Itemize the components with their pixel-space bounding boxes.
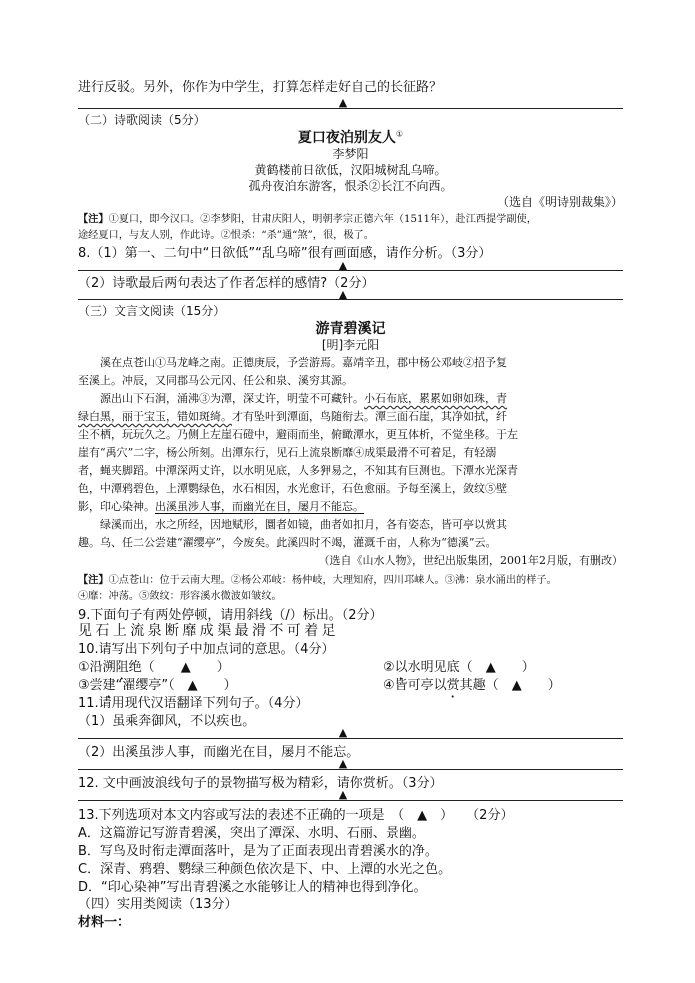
question-13: 13.下列选项对本文内容或写法的表述不正确的一项是 （ ▲ ） （2分） [78, 808, 514, 823]
question-10-item-1: ①沿溯阻绝（ ▲ ） [78, 660, 230, 675]
practical-section-heading: （四）实用类阅读（13分） [78, 897, 238, 912]
poem-note-2: 途经夏口，与友人别，作此诗。②恨杀：“杀”通“煞”，很，极了。 [78, 230, 374, 241]
question-9-sentence: 见石上流泉断靡成渠最滑不可着足 [78, 623, 339, 639]
poem-note-1: 【注】①夏口，即今汉口。②李梦阳，甘肃庆阳人，明朝孝宗正德六年（1511年），赴江西提学副使， [78, 213, 537, 225]
poem-section-heading: （二）诗歌阅读（5分） [78, 113, 206, 127]
question-10-item-3: ③尝建“濯缨亭”（ ▲ ） [78, 678, 237, 693]
underlined-sentence: 出溪虽涉人事，而幽光在目，屡月不能忘。 [155, 500, 364, 513]
prose-note-1: 【注】①点苍山：位于云南大理。②杨公邓岐：杨仲岐，大理知府，四川邛崃人。③沸：泉水涌出的样子。 [78, 574, 557, 586]
prose-para-2: 绿白黑，丽于宝玉，错如斑绮。才有坠叶到潭面，鸟随衔去。潭三面石崖，其净如拭，纤 [78, 410, 507, 423]
prose-source: （选自《山水人物》，世纪出版集团，2001年2月版，有删改） [318, 554, 623, 567]
answer-placeholder: ▲ [338, 757, 348, 770]
question-10-item-2: ②以水明见底（ ▲ ） [383, 660, 535, 675]
answer-placeholder: ▲ [338, 788, 348, 801]
answer-line [78, 299, 623, 300]
prose-para-2: 影，印心染神。出溪虽涉人事，而幽光在目，屡月不能忘。 [78, 500, 364, 513]
poem-source: （选自《明诗别裁集》） [496, 195, 623, 209]
question-10-item-4: ④皆可亭以赏其趣（ ▲ ） [383, 678, 561, 693]
question-13-option-c: C．深青、鸦碧、鹦绿三种颜色依次是下、中、上潭的水光之色。 [78, 862, 452, 877]
poem-author: 李梦阳 [332, 147, 369, 161]
question-13-option-d: D．“印心染神”写出青碧溪之水能够让人的精神也得到净化。 [78, 880, 427, 895]
material-one-label: 材料一： [78, 915, 131, 930]
question-8-part-2: （2）诗歌最后两句表达了作者怎样的感情?（2分） [78, 276, 375, 291]
question-13-option-a: A．这篇游记写游青碧溪，突出了潭深、水明、石丽、景幽。 [78, 826, 425, 841]
answer-line [78, 270, 623, 271]
answer-line [78, 769, 623, 770]
prose-para-3: 绿溪而出，水之所经，因地赋形，圜者如镜，曲者如扣月，各有姿态，皆可亭以赏其 [100, 518, 507, 531]
prose-para-3: 趣。乌、任二公尝建“濯缨亭”，今废矣。此溪四时不竭，灌溉千亩，人称为“德溪”云。 [78, 536, 497, 549]
question-10: 10.请写出下列句子中加点词的意思。（4分） [78, 642, 335, 657]
question-13-option-b: B．写鸟及时衔走潭面落叶，是为了正面表现出青碧溪水的净。 [78, 844, 438, 859]
answer-placeholder: ▲ [338, 726, 348, 739]
question-11-part-2: （2）出溪虽涉人事，而幽光在目，屡月不能忘。 [78, 745, 360, 760]
wavy-underline-sentence: 小石布底，累累如卵如珠，青 [364, 392, 507, 405]
prose-section-heading: （三）文言文阅读（15分） [78, 304, 226, 318]
wavy-underline-sentence: 绿白黑，丽于宝玉，错如斑绮。 [78, 410, 232, 423]
prose-para-1: 至溪上。冲辰，又同郡马公元冈、任公和泉、溪穷其源。 [78, 374, 353, 387]
question-9: 9.下面句子有两处停顿，请用斜线（/）标出。（2分） [78, 608, 383, 623]
question-8: 8.（1）第一、二句中“日欲低”“乱乌啼”很有画面感，请作分析。（3分） [78, 246, 492, 261]
answer-line [78, 800, 623, 801]
prose-title: 游青碧溪记 [315, 321, 386, 337]
answer-line [78, 108, 623, 109]
prose-para-1: 溪在点苍山①马龙峰之南。正德庚辰，予尝游焉。嘉靖辛丑，郡中杨公邓岐②招予复 [100, 356, 507, 369]
prose-note-2: ④靡：冲荡。⑤敛纹：形容溪水微波如皱纹。 [78, 591, 282, 602]
prose-para-2: 色，中潭鸦碧色，上潭鹦绿色，水石相因，水光愈讦，石色愈丽。予每至溪上，敛纹⑤壁 [78, 482, 507, 495]
question-11-part-1: （1）虽乘奔御风，不以疾也。 [78, 714, 256, 729]
question-12: 12. 文中画波浪线句子的景物描写极为精彩，请你赏析。（3分） [78, 776, 443, 791]
prose-para-2: 尘不栖，玩玩久之。乃侧上左崖石磴中，避雨而坐，俯瞰潭水，更互体析，不觉坐移。于左 [78, 428, 518, 441]
prose-author: [明]李元阳 [321, 338, 380, 352]
answer-placeholder: ▲ [338, 288, 348, 301]
prose-para-2: 源出山下石涧，涌沸③为潭，深丈许，明莹不可藏针。小石布底，累累如卵如珠，青 [100, 392, 507, 405]
answer-line [78, 738, 623, 739]
prose-para-2: 者，蝇夹脚蹈。中潭深两丈许，以水明见底，人多狎易之，不知其有巨测也。下潭水光深青 [78, 464, 518, 477]
answer-placeholder: ▲ [338, 259, 348, 272]
poem-line-1: 黄鹤楼前日欲低，汉阳城树乱乌啼。 [254, 163, 447, 177]
question-11: 11.请用现代汉语翻译下列句子。（4分） [78, 696, 309, 711]
poem-title: 夏口夜泊别友人① [297, 129, 404, 146]
intro-text: 进行反驳。另外，你作为中学生，打算怎样走好自己的长征路？ [78, 80, 443, 95]
poem-line-2: 孤舟夜泊东游客，恨杀②长江不向西。 [248, 179, 453, 193]
answer-placeholder: ▲ [338, 96, 348, 109]
prose-para-2: 崖有“禹穴”二字，杨公所刻。出潭东行，见石上流泉断靡④成渠最滑不可着足，有轻溺 [78, 446, 497, 459]
